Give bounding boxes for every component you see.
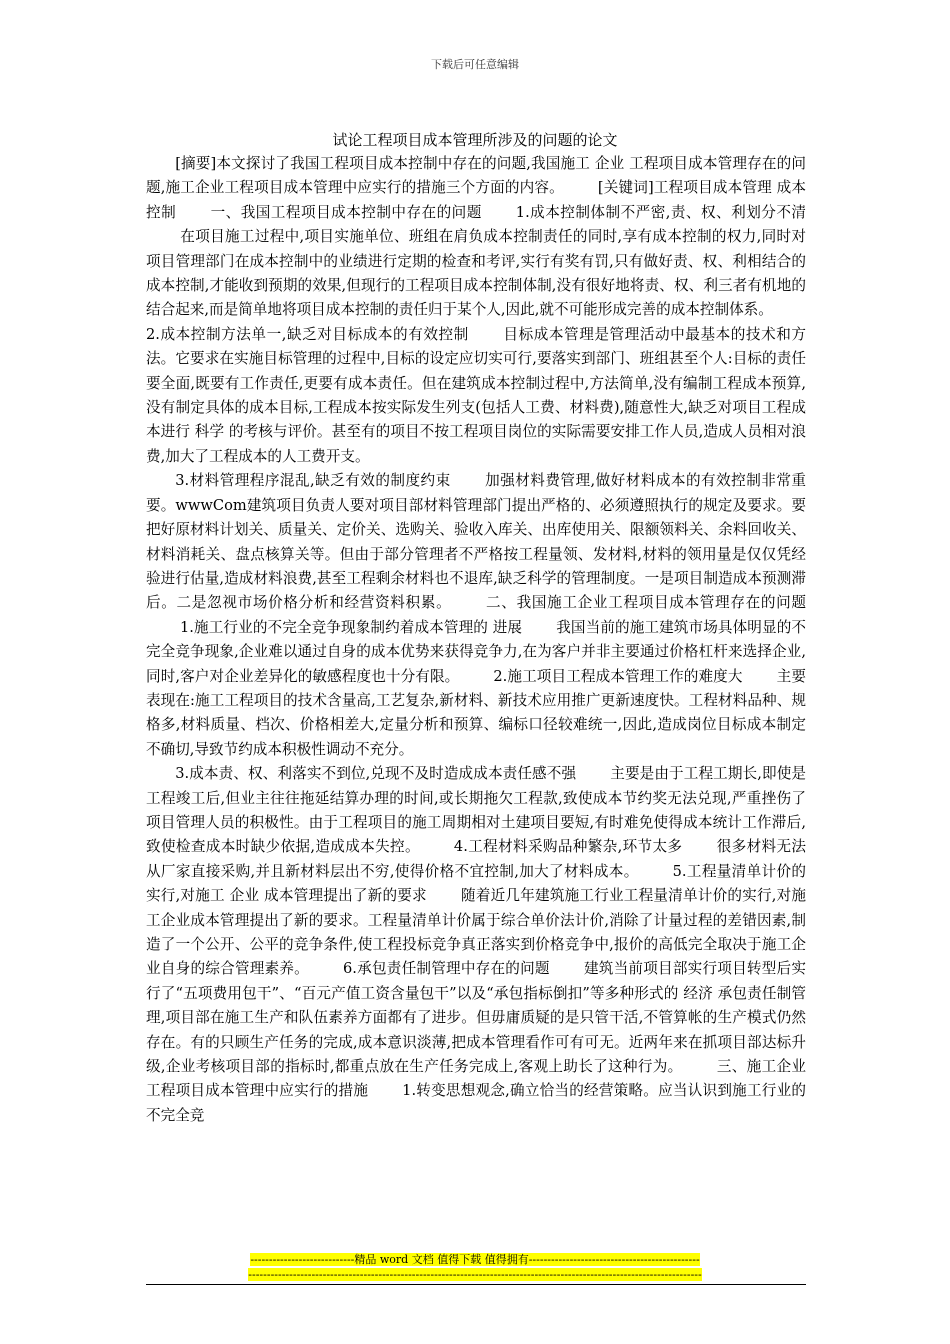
text-segment: 我国当前的施工建筑市场具体明显的不完全竞争现象,企业难以通过自身的成本优势来获得竞争力,在为客户并非主要通过价格杠杆来选择企业,同时,客户对企业差异化的敏感程度也十分有限。 bbox=[146, 618, 806, 685]
text-segment: 一、我国工程项目成本控制中存在的问题 bbox=[210, 203, 482, 221]
footer-dashes-text: -------------------------------------------------------------------------------------------------------------------------- bbox=[248, 1268, 702, 1281]
body-paragraph bbox=[146, 762, 806, 1128]
text-segment: 1.施工行业的不完全竞争现象制约着成本管理的 进展 bbox=[180, 618, 523, 636]
text-segment: [关键词]工程项目成本管理 成本控制 bbox=[146, 179, 806, 221]
text-segment: 随着近几年建筑施工行业工程量清单计价的实行,对施工企业成本管理提出了新的要求。工程量清单计价属于综合单价法计价,消除了计量过程的差错因素,制造了一个公开、公平的竞争条件,使工程投标竞争真正落实到价格竞争中,报价的高低完全取决于施工企业自身的综合管理素养。 bbox=[146, 887, 806, 978]
text-segment: 2.施工项目工程成本管理工作的难度大 bbox=[493, 667, 743, 685]
text-segment: 3.材料管理程序混乱,缺乏有效的制度约束 bbox=[175, 472, 451, 490]
text-segment: 二、我国施工企业工程项目成本管理存在的问题 bbox=[485, 594, 806, 612]
text-segment: 4.工程材料采购品种繁杂,环节太多 bbox=[453, 838, 683, 856]
text-segment: 主要是由于工程工期长,即使是工程竣工后,但业主往往拖延结算办理的时间,或长期拖欠工程款,致使成本节约奖无法兑现,严重挫伤了项目管理人员的积极性。由于工程项目的施工周期相对土建项目要短,有时难免使得成本统计工作滞后,致使检查成本时缺少依据,造成成本失控。 bbox=[146, 765, 806, 856]
text-segment: 很多材料无法从厂家直接采购,并且新材料层出不穷,使得价格不宜控制,加大了材料成本。 bbox=[146, 838, 806, 880]
text-segment: 加强材料费管理,做好材料成本的有效控制非常重要。wwwCom建筑项目负责人要对项目部材料管理部门提出严格的、必须遵照执行的规定及要求。要把好原材料计划关、质量关、定价关、选购关、验收入库关、出库使用关、限额领料关、余料回收关、材料消耗关、盘点核算关等。但由于部分管理者不严格按工程量领、发材料,材料的领用量是仅仅凭经验进行估量,造成材料浪费,甚至工程剩余材料也不退库,缺乏科学的管理制度。一是项目制造成本预测滞后。二是忽视市场价格分析和经营资料积累。 bbox=[146, 472, 806, 612]
text-segment: 目标成本管理是管理活动中最基本的技术和方法。它要求在实施目标管理的过程中,目标的设定应切实可行,要落实到部门、班组甚至个人:目标的责任要全面,既要有工作责任,更要有成本责任。但在建筑成本控制过程中,方法简单,没有编制工程成本预算,没有制定具体的成本目标,工程成本按实际发生列支(包括人工费、材料费),随意性大,缺乏对项目工程成本进行 科学 的考核与评价。甚至有的项目不按工程项目岗位的实际需要安排工作人员,造成人员相对浪费,加大了工程成本的人工费开支。 bbox=[146, 325, 806, 465]
text-segment: 1.成本控制体制不严密,责、权、利划分不清 bbox=[515, 203, 806, 221]
body-paragraph bbox=[146, 469, 806, 762]
text-segment: 5.工程量清单计价的实行,对施工 企业 成本管理提出了新的要求 bbox=[146, 862, 806, 905]
footer-banner bbox=[0, 1253, 950, 1266]
text-segment: 2.成本控制方法单一,缺乏对目标成本的有效控制 bbox=[146, 325, 469, 343]
body-paragraph bbox=[146, 323, 806, 469]
document-body bbox=[146, 152, 806, 1128]
footer-dashes bbox=[0, 1268, 950, 1281]
footer-banner-text: ----------------------------精品 word 文档 值得下载 值得拥有---------------------------------------------- bbox=[250, 1253, 700, 1266]
header-note: 下载后可任意编辑 bbox=[431, 58, 519, 71]
text-segment: 6.承包责任制管理中存在的问题 bbox=[342, 960, 550, 978]
text-segment: 3.成本责、权、利落实不到位,兑现不及时造成成本责任感不强 bbox=[175, 765, 577, 783]
text-segment: 主要表现在:施工工程项目的技术含量高,工艺复杂,新材料、新技术应用推广更新速度快。工程材料品种、规格多,材料质量、档次、价格相差大,定量分析和预算、编标口径较难统一,因此,造成岗位目标成本制定不确切,导致节约成本积极性调动不充分。 bbox=[146, 667, 806, 758]
text-segment: 1.转变思想观念,确立恰当的经营策略。应当认识到施工行业的不完全竞 bbox=[146, 1082, 806, 1124]
document-title: 试论工程项目成本管理所涉及的问题的论文 bbox=[332, 131, 618, 149]
text-segment: 建筑当前项目部实行项目转型后实行了“五项费用包干”、“百元产值工资含量包干”以及“承包指标倒扣”等多种形式的 经济 承包责任制管理,项目部在施工生产和队伍素养方面都有了进步。但毋庸质疑的是只管干活,不管算帐的生产模式仍然存在。有的只顾生产任务的完成,成本意识淡薄,把成本管理看作可有可无。近两年来在抓项目部达标升级,企业考核项目部的指标时,都重点放在生产任务完成上,客观上助长了这种行为。 bbox=[146, 960, 806, 1076]
body-paragraph bbox=[146, 152, 806, 323]
text-segment: [摘要]本文探讨了我国工程项目成本控制中存在的问题,我国施工 企业 工程项目成本管理存在的问题,施工企业工程项目成本管理中应实行的措施三个方面的内容。 bbox=[146, 155, 806, 197]
text-segment: 三、施工企业工程项目成本管理中应实行的措施 bbox=[146, 1058, 806, 1100]
text-segment: 在项目施工过程中,项目实施单位、班组在肩负成本控制责任的同时,享有成本控制的权力,同时对项目管理部门在成本控制中的业绩进行定期的检查和考评,实行有奖有罚,只有做好责、权、利相结合的成本控制,才能收到预期的效果,但现行的工程项目成本控制体制,没有很好地将责、权、利三者有机地的结合起来,而是简单地将项目成本控制的责任归于某个人,因此,就不可能形成完善的成本控制体系。 bbox=[146, 228, 806, 319]
footer-rule bbox=[146, 1284, 806, 1285]
